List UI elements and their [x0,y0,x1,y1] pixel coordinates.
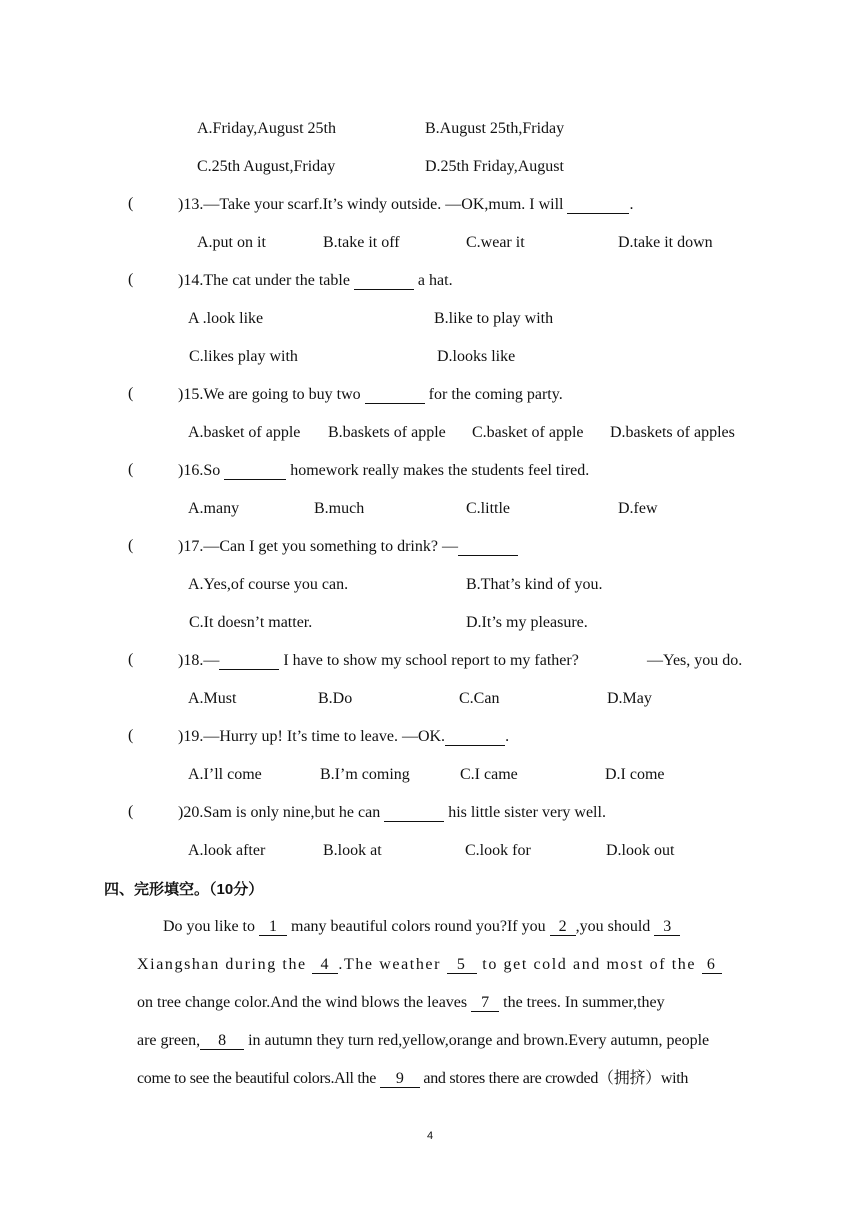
passage-text: Xiangshan during the [137,956,313,973]
question-18 [178,651,579,671]
question-stem: —Can I get you something to drink? — [203,538,458,555]
passage-line-2 [137,955,722,975]
option-18-c: C.Can [459,690,500,707]
option-18-d: D.May [607,690,652,707]
question-14 [178,271,453,291]
section-score: 10 [216,881,234,898]
question-20 [178,803,606,823]
answer-paren-13[interactable]: ( [128,195,134,212]
answer-blank[interactable] [365,387,425,404]
option-13-b: B.take it off [323,234,400,251]
option-12-d: D.25th Friday,August [425,158,564,175]
option-13-d: D.take it down [618,234,713,251]
passage-text: and stores there are crowded（拥挤）with [419,1070,689,1087]
question-number: )13. [178,196,204,213]
passage-text: the trees. In summer,they [499,994,665,1011]
answer-paren-18[interactable]: ( [128,651,134,668]
question-stem: The cat under the table [203,272,354,289]
question-number: )19. [178,728,204,745]
option-15-c: C.basket of apple [472,424,584,441]
question-number: )18. [178,652,204,669]
option-15-b: B.baskets of apple [328,424,446,441]
question-19 [178,727,509,747]
answer-blank[interactable] [354,273,414,290]
answer-paren-15[interactable]: ( [128,385,134,402]
answer-blank[interactable] [445,729,505,746]
question-stem: So [203,462,225,479]
option-12-a: A.Friday,August 25th [197,120,336,137]
question-15 [178,385,563,405]
question-13 [178,195,633,215]
cloze-blank-7[interactable]: 7 [471,995,499,1012]
question-number: )20. [178,804,204,821]
passage-text: many beautiful colors round you?If you [287,918,550,935]
cloze-blank-9[interactable]: 9 [380,1071,420,1088]
option-16-a: A.many [188,500,240,517]
option-18-b: B.Do [318,690,353,707]
answer-blank[interactable] [567,197,629,214]
question-stem-end: his little sister very well. [444,804,606,821]
passage-text: in autumn they turn red,yellow,orange and brown.Every autumn, people [244,1032,710,1049]
option-19-d: D.I come [605,766,665,783]
passage-text: ,you should [575,918,655,935]
question-18-reply: —Yes, you do. [647,652,743,669]
answer-blank[interactable] [219,653,279,670]
option-12-b: B.August 25th,Friday [425,120,565,137]
answer-paren-19[interactable]: ( [128,727,134,744]
question-stem-end: . [629,196,634,213]
question-stem: We are going to buy two [203,386,365,403]
cloze-blank-6[interactable]: 6 [702,957,722,974]
answer-paren-17[interactable]: ( [128,537,134,554]
section-heading [104,879,263,900]
option-12-c: C.25th August,Friday [197,158,336,175]
option-14-d: D.looks like [437,348,516,365]
passage-line-5 [137,1069,688,1089]
answer-paren-20[interactable]: ( [128,803,134,820]
option-19-c: C.I came [460,766,518,783]
passage-text: on tree change color.And the wind blows the leaves [137,994,472,1011]
option-20-c: C.look for [465,842,531,859]
cloze-blank-3[interactable]: 3 [654,919,680,936]
passage-text: to get cold and most of the [476,956,702,973]
answer-blank[interactable] [458,539,518,556]
section-title: 四、完形填空。 [104,880,210,898]
answer-paren-16[interactable]: ( [128,461,134,478]
section-score-unit: 分） [233,880,264,898]
passage-text: are green, [137,1032,201,1049]
question-number: )15. [178,386,204,403]
option-19-b: B.I’m coming [320,766,410,783]
option-15-d: D.baskets of apples [610,424,735,441]
question-number: )16. [178,462,204,479]
option-20-a: A.look after [188,842,266,859]
passage-line-1 [163,917,680,937]
option-16-c: C.little [466,500,510,517]
page-number: 4 [427,1130,434,1142]
question-stem: Sam is only nine,but he can [203,804,385,821]
option-14-c: C.likes play with [189,348,298,365]
question-17 [178,537,518,557]
question-number: )17. [178,538,204,555]
question-stem-end: I have to show my school report to my father? [279,652,579,669]
answer-blank[interactable] [224,463,286,480]
option-16-d: D.few [618,500,658,517]
question-stem: —Hurry up! It’s time to leave. —OK. [203,728,446,745]
cloze-blank-5[interactable]: 5 [447,957,477,974]
question-stem-end: a hat. [413,272,453,289]
option-15-a: A.basket of apple [188,424,301,441]
passage-text: Do you like to [163,918,259,935]
cloze-blank-8[interactable]: 8 [200,1033,244,1050]
option-20-d: D.look out [606,842,675,859]
question-stem: —Take your scarf.It’s windy outside. —OK,mum. I will [203,196,568,213]
option-19-a: A.I’ll come [188,766,262,783]
question-16 [178,461,589,481]
section-score-open: （ [209,880,217,898]
option-20-b: B.look at [323,842,382,859]
passage-text: come to see the beautiful colors.All the [137,1070,380,1087]
cloze-blank-1[interactable]: 1 [259,919,287,936]
passage-line-4 [137,1031,709,1051]
passage-text: .The weather [338,956,447,973]
answer-blank[interactable] [384,805,444,822]
option-17-b: B.That’s kind of you. [466,576,603,593]
option-16-b: B.much [314,500,365,517]
cloze-blank-4[interactable]: 4 [312,957,338,974]
question-number: )14. [178,272,204,289]
question-stem: — [203,652,220,669]
option-18-a: A.Must [188,690,237,707]
option-17-c: C.It doesn’t matter. [189,614,313,631]
cloze-blank-2[interactable]: 2 [550,919,576,936]
option-17-d: D.It’s my pleasure. [466,614,588,631]
option-14-a: A .look like [188,310,264,327]
option-13-a: A.put on it [197,234,266,251]
question-stem-end: for the coming party. [424,386,563,403]
option-14-b: B.like to play with [434,310,554,327]
question-stem-end: . [505,728,510,745]
passage-line-3 [137,993,665,1013]
option-17-a: A.Yes,of course you can. [188,576,349,593]
answer-paren-14[interactable]: ( [128,271,134,288]
question-stem-end: homework really makes the students feel tired. [286,462,590,479]
option-13-c: C.wear it [466,234,525,251]
